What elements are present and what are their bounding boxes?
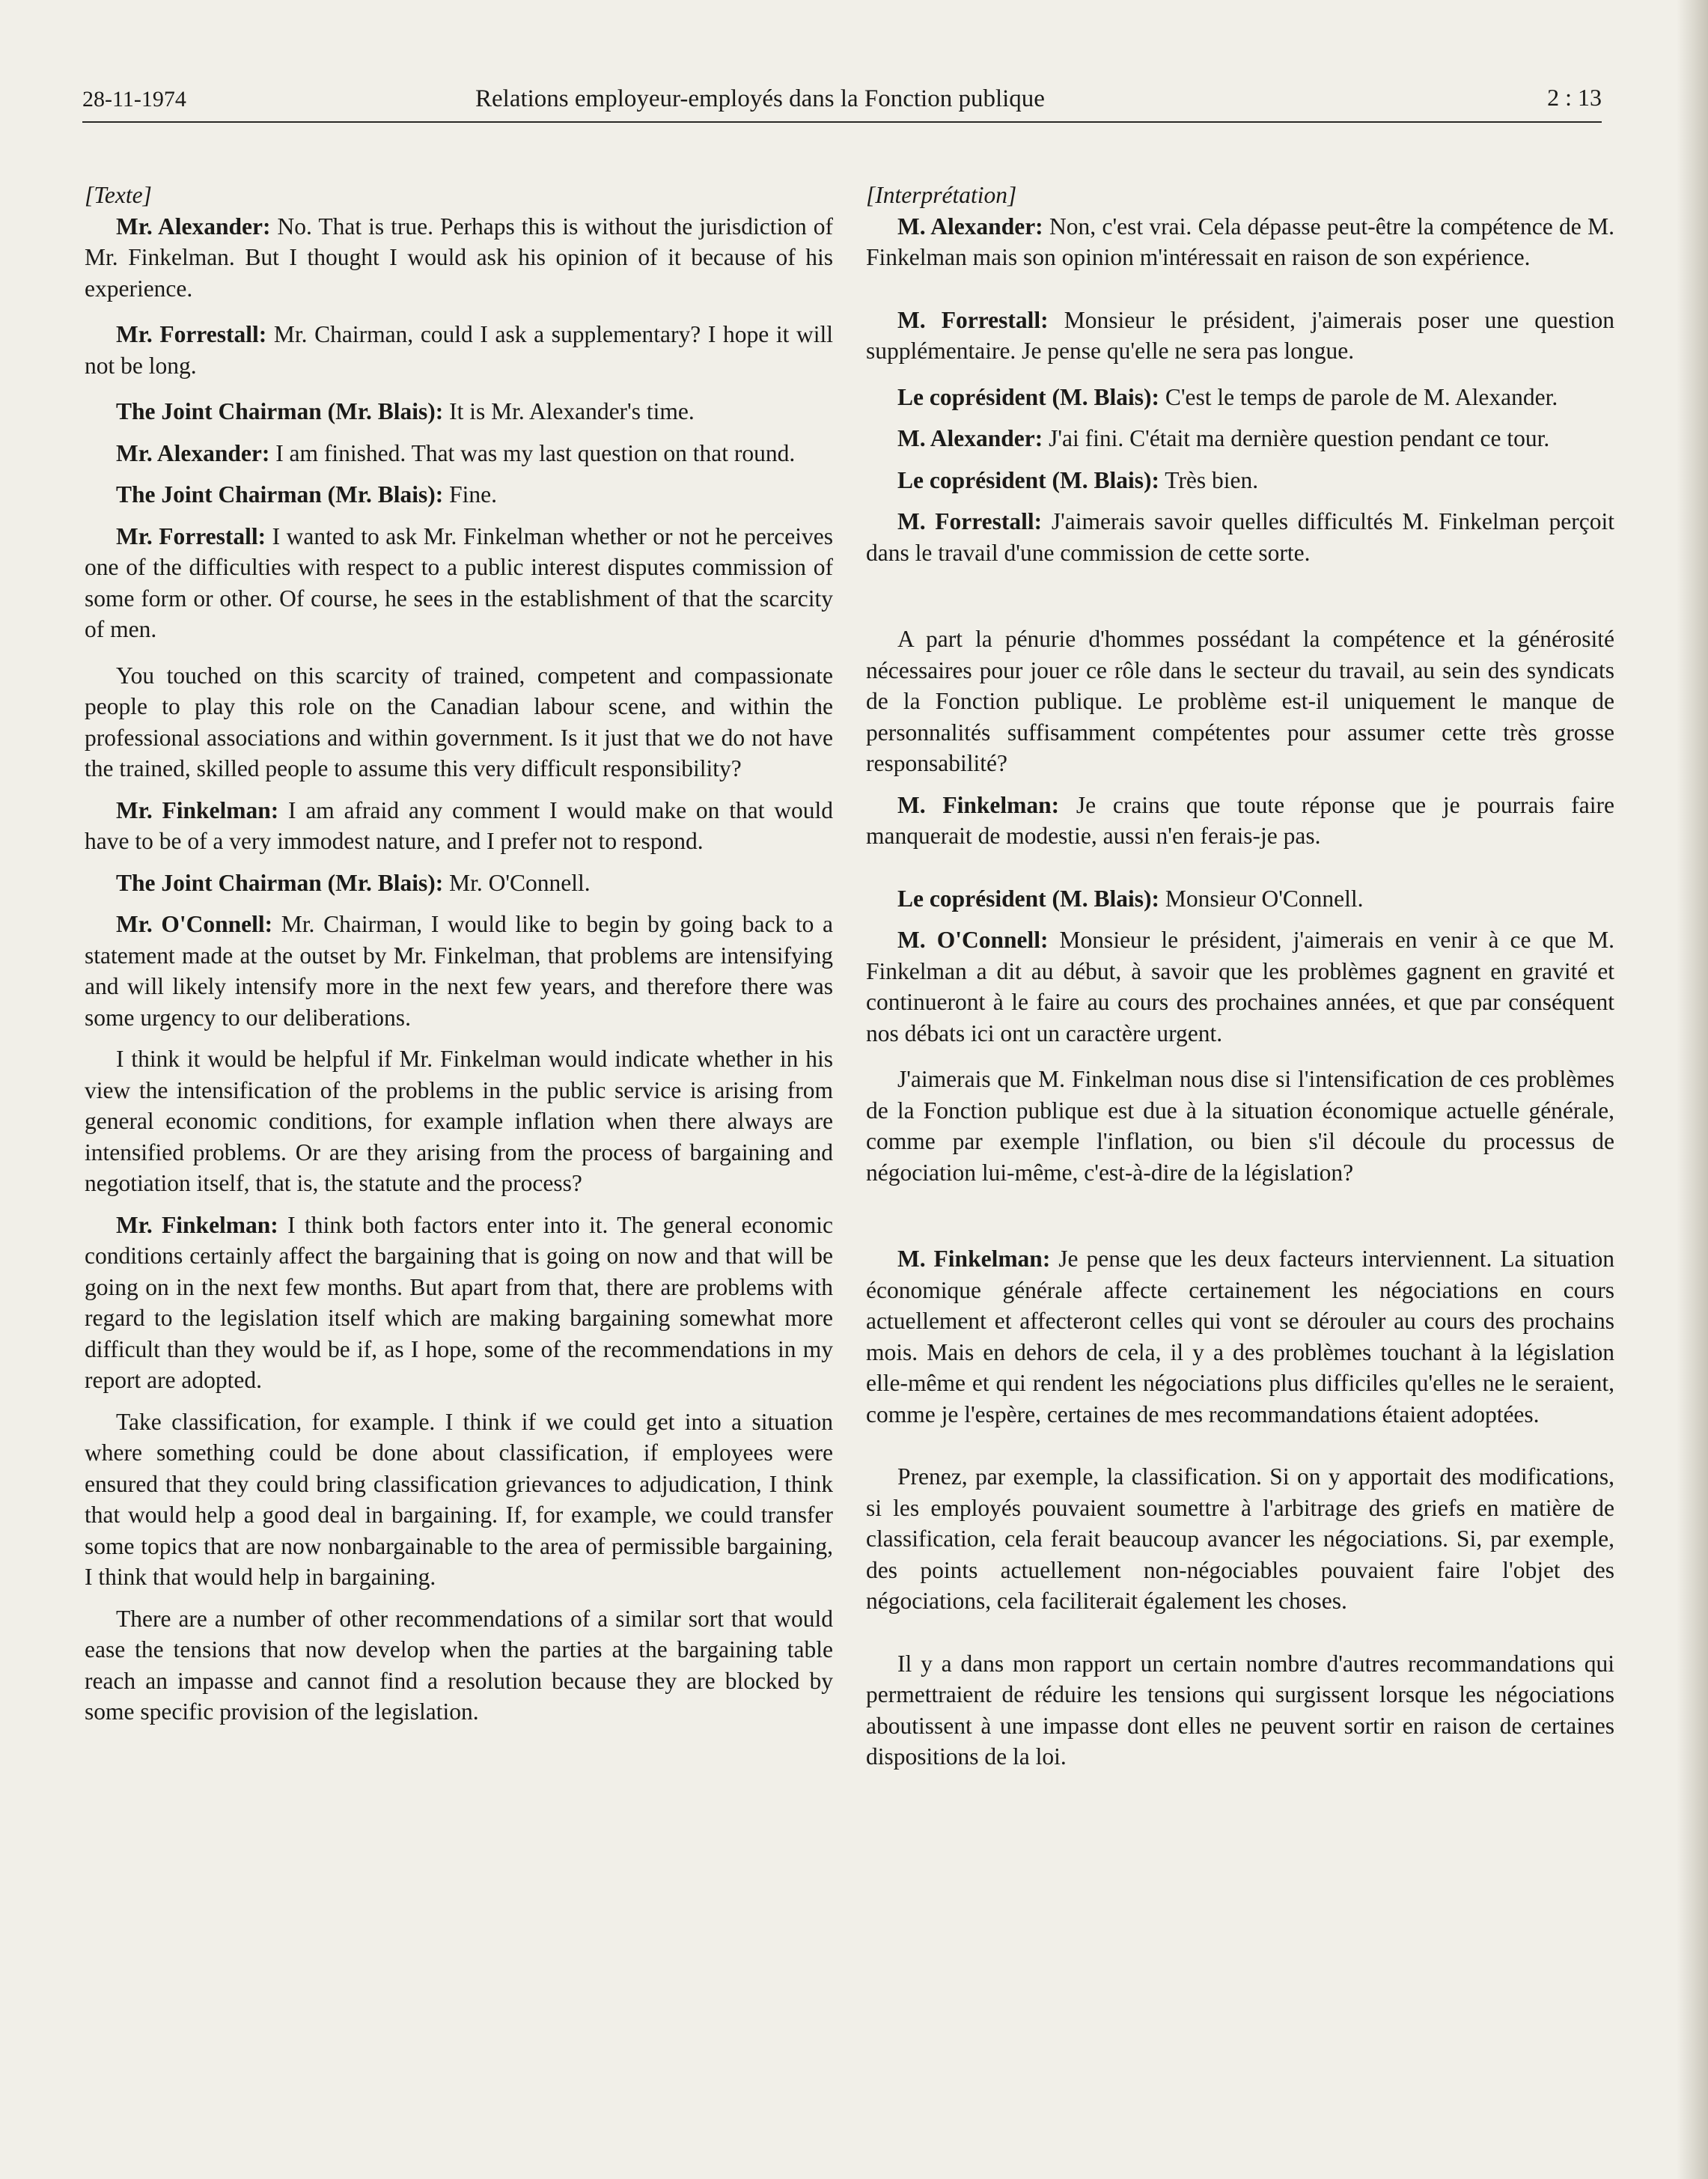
paragraph [866,382,1614,413]
paragraph [866,465,1614,496]
paragraph [85,1043,833,1199]
speech-text: No. That is true. Perhaps this is without the jurisdiction of Mr. Finkelman. But I thought I would ask his opinion of it because of his experience. [85,213,833,302]
section-label: [Texte] [85,182,152,208]
speaker-name: Le coprésident (M. Blais): [897,383,1159,410]
speech-text: Monsieur le président, j'aimerais en venir à ce que M. Finkelman a dit au début, à savoir que les problèmes gagnent en gravité et continueront à le faire au cours des prochaines années, et que par conséquent nos débats ici ont un caractère urgent. [866,927,1615,1046]
paragraph [866,883,1614,915]
speech-text: Il y a dans mon rapport un certain nombre d'autres recommandations qui permettraient de réduire les tensions qui surgissent lorsque les négociations aboutissent à une impasse dont elles ne peuvent sortir en raison de certaines dispositions de la loi. [866,1650,1614,1770]
speaker-name: Mr. Finkelman: [116,1211,278,1238]
speaker-name: M. Forrestall: [897,306,1049,333]
paragraph [85,660,833,784]
section-label: [Interprétation] [866,182,1017,208]
speaker-name: M. Finkelman: [897,791,1060,818]
paragraph [85,1210,833,1396]
speech-text: Je crains que toute réponse que je pourrais faire manquerait de modestie, aussi n'en ferais-je pas. [866,791,1614,849]
speech-text: A part la pénurie d'hommes possédant la compétence et la générosité nécessaires pour jouer ce rôle dans le secteur du travail, au sein des syndicats de la Fonction publique. Le problème est-il uniquement le manque de personnalités suffisamment compétentes pour assumer cette très grosse responsabilité? [866,626,1614,776]
speech-text: Je pense que les deux facteurs interviennent. La situation économique générale affecte certainement les négociations en cours actuellement et affecteront celles qui vont se dérouler au cours des prochains mois. Mais en dehors de cela, il y a des problèmes touchant à la législation elle-même et qui rendent les négociations plus difficiles qu'elles ne le seraient, comme je l'espère, certaines de mes recommandations étaient adoptées. [866,1246,1614,1427]
paragraph [866,211,1614,273]
speech-text: There are a number of other recommendations of a similar sort that would ease the tensions that now develop when the parties at the bargaining table reach an impasse and cannot find a resolution because they are blocked by some specific provision of the legislation. [85,1605,833,1725]
speech-text: I think it would be helpful if Mr. Finkelman would indicate whether in his view the intensification of the problems in the public service is arising from general economic conditions, for example inflation when there always are intensified problems. Or are they arising from the process of bargaining and negotiation itself, that is, the statute and the process? [85,1046,833,1196]
speech-text: Monsieur le président, j'aimerais poser une question supplémentaire. Je pense qu'elle ne sera pas longue. [866,306,1614,364]
speech-text: I am finished. That was my last question on that round. [269,439,796,466]
speaker-name: M. Forrestall: [897,508,1043,534]
speech-text: Mr. O'Connell. [443,869,591,896]
speaker-name: Le coprésident (M. Blais): [897,466,1159,493]
speaker-name: Mr. Alexander: [116,439,270,466]
speech-text: I am afraid any comment I would make on that would have to be of a very immodest nature, and I prefer not to respond. [85,796,833,854]
speaker-name: Mr. Alexander: [116,213,271,240]
speaker-name: M. Finkelman: [897,1246,1051,1272]
speaker-name: Mr. O'Connell: [116,911,273,937]
paragraph [85,1603,833,1728]
speech-text: Mr. Chairman, I would like to begin by going back to a statement made at the outset by Mr. Finkelman, that problems are intensifying and will likely intensify more in the next few years, and therefore there was some urgency to our deliberations. [85,911,833,1031]
paragraph [866,1648,1614,1773]
paragraph [866,1461,1614,1617]
speech-text: Monsieur O'Connell. [1159,885,1364,912]
speech-text: It is Mr. Alexander's time. [443,398,695,424]
paragraph [85,521,833,645]
speech-text: J'aimerais que M. Finkelman nous dise si l'intensification de ces problèmes de la Fonction publique est due à la situation économique actuelle générale, comme par exemple l'inflation, ou bien s'il découle du processus de négociation lui-même, c'est-à-dire de la législation? [866,1066,1614,1186]
speech-text: J'ai fini. C'était ma dernière question pendant ce tour. [1043,425,1550,451]
paragraph [85,909,833,1033]
paragraph [85,795,833,857]
paragraph [85,319,833,381]
speech-text: Take classification, for example. I think if we could get into a situation where something could be done about classification, if employees were ensured that they could bring classification grievances to adjudication, I think that would help a good deal in bargaining. If, for example, we could transfer some topics that are now nonbargainable to the area of permissible bargaining, I think that would help in bargaining. [85,1408,833,1590]
speaker-name: Mr. Forrestall: [116,522,266,549]
paragraph [866,624,1614,779]
paragraph [85,479,833,511]
speaker-name: M. Alexander: [897,213,1043,240]
binding-edge [1677,0,1708,2179]
paragraph [866,305,1614,367]
speech-text: I think both factors enter into it. The general economic conditions certainly affect the bargaining that is going on now and that will be going on in the next few months. But apart from that, there are problems with regard to the legislation itself which are making bargaining somewhat more difficult than they would be if, as I hope, some of the recommendations in my report are adopted. [85,1211,833,1393]
speaker-name: Mr. Forrestall: [116,321,267,347]
paragraph [85,868,833,899]
speaker-name: The Joint Chairman (Mr. Blais): [116,398,444,424]
speech-text: Non, c'est vrai. Cela dépasse peut-être la compétence de M. Finkelman mais son opinion m'intéressait en raison de son expérience. [866,213,1614,270]
speech-text: J'aimerais savoir quelles difficultés M. Finkelman perçoit dans le travail d'une commission de cette sorte. [866,508,1614,566]
speech-text: I wanted to ask Mr. Finkelman whether or not he perceives one of the difficulties with respect to a public interest disputes commission of some form or other. Of course, he sees in the establishment of that the scarcity of men. [85,522,833,642]
paragraph [866,506,1614,568]
speech-text: You touched on this scarcity of trained, competent and compassionate people to play this role on the Canadian labour scene, and within the professional associations and within government. Is it just that we do not have the trained, skilled people to assume this very difficult responsibility? [85,662,833,781]
paragraph [866,423,1614,454]
speaker-name: Le coprésident (M. Blais): [897,885,1159,912]
column-french [866,180,1614,1783]
speaker-name: M. O'Connell: [897,927,1049,953]
paragraph [866,924,1614,1049]
paragraph [85,1407,833,1593]
speech-text: Mr. Chairman, could I ask a supplementary? I hope it will not be long. [85,321,833,379]
paragraph [85,438,833,469]
running-header [82,81,1602,123]
speech-text: Très bien. [1159,466,1259,493]
speaker-name: The Joint Chairman (Mr. Blais): [116,869,444,896]
speech-text: Prenez, par exemple, la classification. Si on y apportait des modifications, si les employés pouvaient soumettre à l'arbitrage des griefs en matière de classification, cela ferait beaucoup avancer les négociations. Si, par exemple, des points actuellement non-négociables pouvaient faire l'objet des négociations, cela faciliterait également les choses. [866,1463,1614,1614]
paragraph [866,1243,1614,1430]
paragraph [866,1064,1614,1188]
paragraph [85,396,833,427]
column-english [85,180,833,1738]
speaker-name: Mr. Finkelman: [116,796,279,823]
header-date: 28-11-1974 [82,87,186,112]
speech-text: Fine. [443,481,497,508]
paragraph [85,211,833,305]
header-title: Relations employeur-employés dans la Fonction publique [475,85,1045,112]
speech-text: C'est le temps de parole de M. Alexander. [1159,383,1558,410]
speaker-name: The Joint Chairman (Mr. Blais): [116,481,444,508]
header-page-number: 2 : 13 [1547,84,1602,111]
paragraph [866,790,1614,852]
speaker-name: M. Alexander: [897,425,1043,451]
